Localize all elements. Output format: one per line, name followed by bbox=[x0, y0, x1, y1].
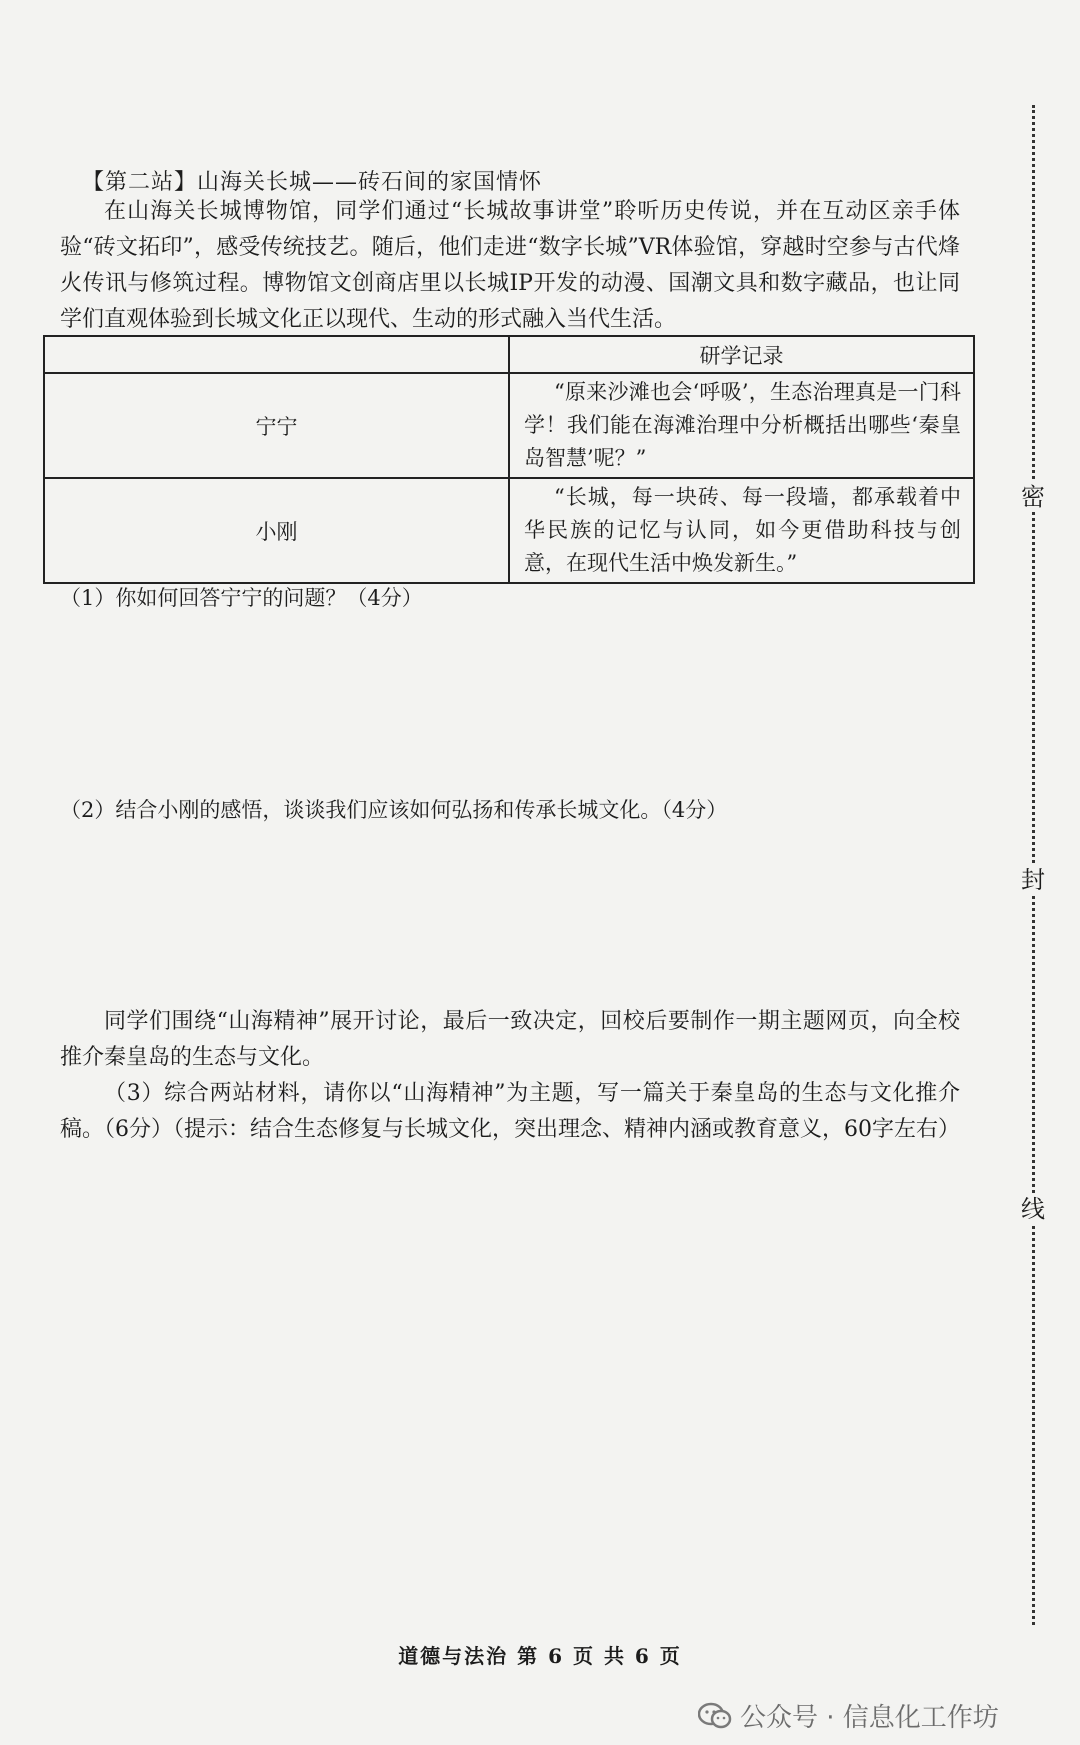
question-2: （2）结合小刚的感悟，谈谈我们应该如何弘扬和传承长城文化。（4分） bbox=[60, 798, 728, 822]
seal-mark-xian: 线 bbox=[1018, 1194, 1048, 1224]
table-header-right: 研学记录 bbox=[509, 336, 974, 373]
table-row bbox=[44, 373, 974, 478]
record-quote bbox=[509, 478, 974, 583]
record-quote bbox=[509, 373, 974, 478]
watermark-text: 公众号 · 信息化工作坊 bbox=[740, 1703, 999, 1733]
table-row bbox=[44, 478, 974, 583]
seal-mark-feng: 封 bbox=[1018, 865, 1048, 895]
station-title: 【第二站】山海关长城——砖石间的家国情怀 bbox=[82, 170, 543, 195]
record-name: 小刚 bbox=[44, 478, 509, 583]
question-3: （3）综合两站材料，请你以“山海精神”为主题，写一篇关于秦皇岛的生态与文化推介稿。（6分）（提示：结合生态修复与长城文化，突出理念、精神内涵或教育意义，60字左右） bbox=[60, 1081, 960, 1142]
record-text: “原来沙滩也会‘呼吸’，生态治理真是一门科学！我们能在海滩治理中分析概括出哪些‘秦皇岛智慧’呢？” bbox=[524, 380, 961, 470]
study-record-table bbox=[43, 335, 975, 584]
seal-mark-mi: 密 bbox=[1018, 482, 1048, 512]
station-paragraph: 在山海关长城博物馆，同学们通过“长城故事讲堂”聆听历史传说，并在互动区亲手体验“砖文拓印”，感受传统技艺。随后，他们走进“数字长城”VR体验馆，穿越时空参与古代烽火传讯与修筑过程。博物馆文创商店里以长城IP开发的动漫、国潮文具和数字藏品，也让同学们直观体验到长城文化正以现代、生动的形式融入当代生活。 bbox=[60, 199, 960, 332]
question-1: （1）你如何回答宁宁的问题？（4分） bbox=[60, 586, 423, 610]
table-header-row bbox=[44, 336, 974, 373]
table-header-left bbox=[44, 336, 509, 373]
record-name: 宁宁 bbox=[44, 373, 509, 478]
question-3-intro: 同学们围绕“山海精神”展开讨论，最后一致决定，回校后要制作一期主题网页，向全校推介秦皇岛的生态与文化。 bbox=[60, 1009, 960, 1070]
watermark bbox=[698, 1697, 999, 1734]
page-footer: 道德与法治 第 6 页 共 6 页 bbox=[398, 1644, 682, 1668]
record-text: “长城，每一块砖、每一段墙，都承载着中华民族的记忆与认同，如今更借助科技与创意，在现代生活中焕发新生。” bbox=[524, 485, 961, 575]
wechat-icon bbox=[698, 1702, 732, 1730]
